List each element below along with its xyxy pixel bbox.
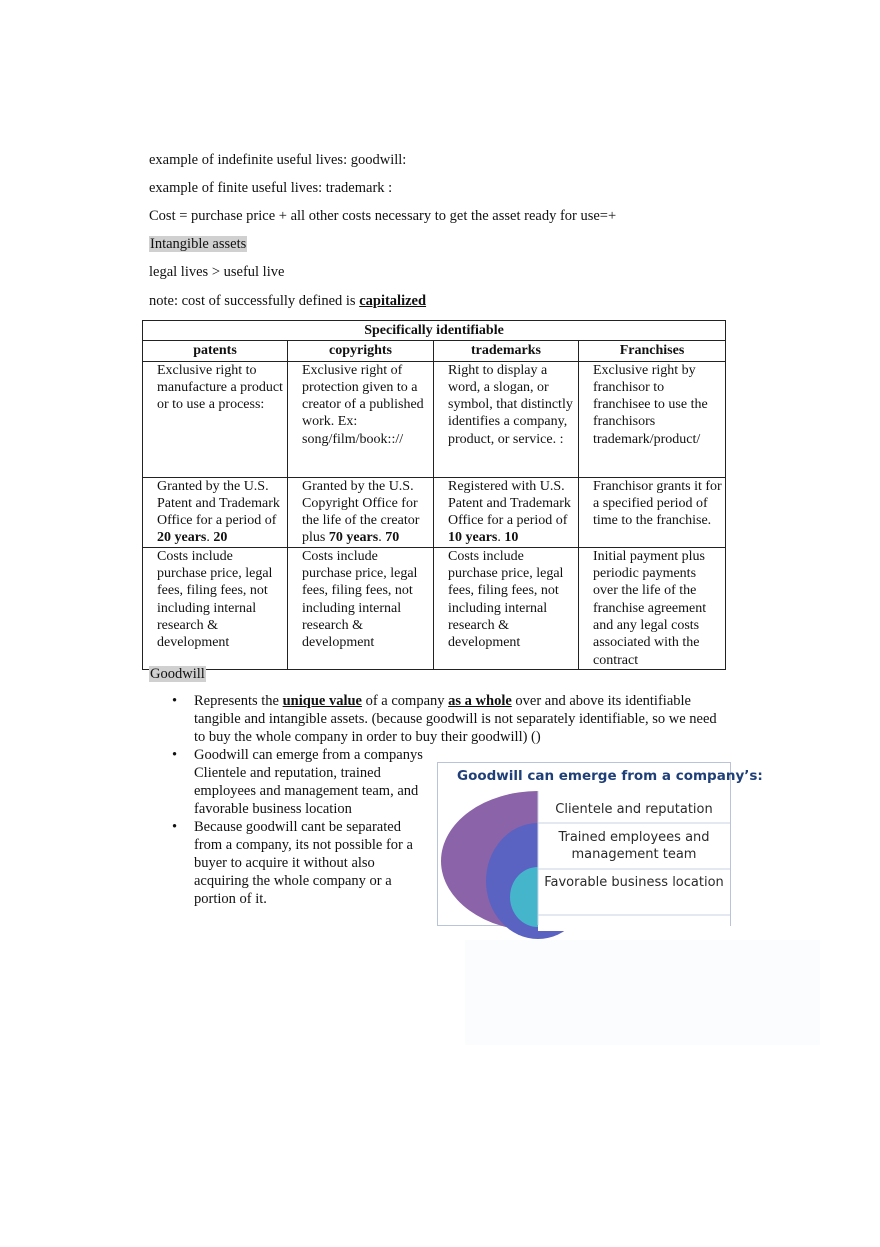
copyrights-costs: Costs include purchase price, legal fees, filing fees, not including internal research & development	[288, 547, 434, 669]
bullet3-text: Because goodwill cant be separated from a company, its not possible for a buyer to acquire it without also acquiring the whole company or a portion of it.	[194, 819, 413, 907]
list-item	[172, 692, 730, 746]
franchises-definition: Exclusive right by franchisor to franchisee to use the franchisors trademark/product/	[579, 361, 726, 477]
bullet2-text: Goodwill can emerge from a companys Clientele and reputation, trained employees and management team, and favorable business location	[194, 747, 423, 817]
note-finite-lives: example of finite useful lives: trademark :	[149, 180, 393, 196]
patents-term	[143, 477, 288, 547]
trademarks-term-sep: .	[497, 530, 505, 546]
table-row	[143, 547, 726, 669]
col-header-trademarks: trademarks	[434, 341, 579, 361]
note-cost-formula: Cost = purchase price + all other costs necessary to get the asset ready for use=+	[149, 208, 617, 224]
intangibles-table	[142, 320, 726, 670]
trademarks-term	[434, 477, 579, 547]
copyrights-definition: Exclusive right of protection given to a creator of a published work. Ex: song/film/book:://	[288, 361, 434, 477]
col-header-franchises: Franchises	[579, 341, 726, 361]
goodwill-highlight: Goodwill	[150, 666, 205, 682]
copyrights-term-years: 70 years	[328, 530, 379, 546]
note-indefinite-lives: example of indefinite useful lives: goodwill:	[149, 152, 407, 168]
heading-goodwill	[149, 665, 206, 683]
copyrights-term-text: Granted by the U.S. Copyright Office for the life of the creator plus	[302, 478, 420, 546]
patents-definition: Exclusive right to manufacture a product or to use a process:	[143, 361, 288, 477]
goodwill-sources-figure	[437, 762, 763, 926]
patents-costs: Costs include purchase price, legal fees, filing fees, not including internal research & development	[143, 547, 288, 669]
list-item	[172, 746, 430, 818]
franchises-costs: Initial payment plus periodic payments over the life of the franchise agreement and any legal costs associated with the contract	[579, 547, 726, 669]
capitalized-emphasis: capitalized	[359, 293, 427, 309]
trademarks-definition: Right to display a word, a slogan, or symbol, that distinctly identifies a company, product, or service. :	[434, 361, 579, 477]
bullet1-text-c: over and above its identifiable tangible and intangible assets. (because goodwill is not separately identifiable, so we need to buy the whole company in order to buy their goodwill) ()	[194, 693, 717, 745]
label-trained-employees: Trained employees and management team	[558, 830, 710, 862]
patents-term-sep: .	[206, 530, 214, 546]
heading-intangible-assets	[149, 235, 247, 253]
patents-term-text: Granted by the U.S. Patent and Trademark Office for a period of	[157, 478, 280, 529]
patents-term-number: 20	[213, 530, 228, 546]
patents-term-years: 20 years	[157, 530, 207, 546]
col-header-patents: patents	[143, 341, 288, 361]
trademarks-term-years: 10 years	[448, 530, 498, 546]
bullet-marker: •	[172, 819, 178, 835]
table-row	[143, 361, 726, 477]
table-row	[143, 477, 726, 547]
bullet-marker: •	[172, 693, 178, 709]
copyrights-term-sep: .	[378, 530, 386, 546]
note-capitalized	[149, 292, 426, 310]
intangible-assets-highlight: Intangible assets	[150, 236, 247, 252]
bullet1-text-b: of a company	[361, 693, 449, 709]
copyrights-term-number: 70	[385, 530, 400, 546]
as-a-whole-emphasis: as a whole	[448, 693, 512, 709]
col-header-copyrights: copyrights	[288, 341, 434, 361]
note-legal-lives: legal lives > useful live	[149, 264, 285, 280]
note-capitalized-prefix: note: cost of successfully defined is	[149, 293, 360, 309]
list-item	[172, 818, 430, 908]
label-business-location: Favorable business location	[544, 875, 724, 890]
label-clientele-reputation: Clientele and reputation	[555, 802, 713, 817]
trademarks-term-number: 10	[504, 530, 519, 546]
faded-placeholder	[465, 940, 820, 1045]
trademarks-term-text: Registered with U.S. Patent and Trademark Office for a period of	[448, 478, 571, 529]
trademarks-costs: Costs include purchase price, legal fees, filing fees, not including internal research & development	[434, 547, 579, 669]
bullet1-text-a: Represents the	[194, 693, 283, 709]
copyrights-term	[288, 477, 434, 547]
figure-title: Goodwill can emerge from a company’s:	[457, 768, 763, 784]
bullet-marker: •	[172, 747, 178, 763]
franchises-term: Franchisor grants it for a specified period of time to the franchise.	[579, 477, 726, 547]
unique-value-emphasis: unique value	[282, 693, 362, 709]
table-title: Specifically identifiable	[143, 321, 726, 341]
